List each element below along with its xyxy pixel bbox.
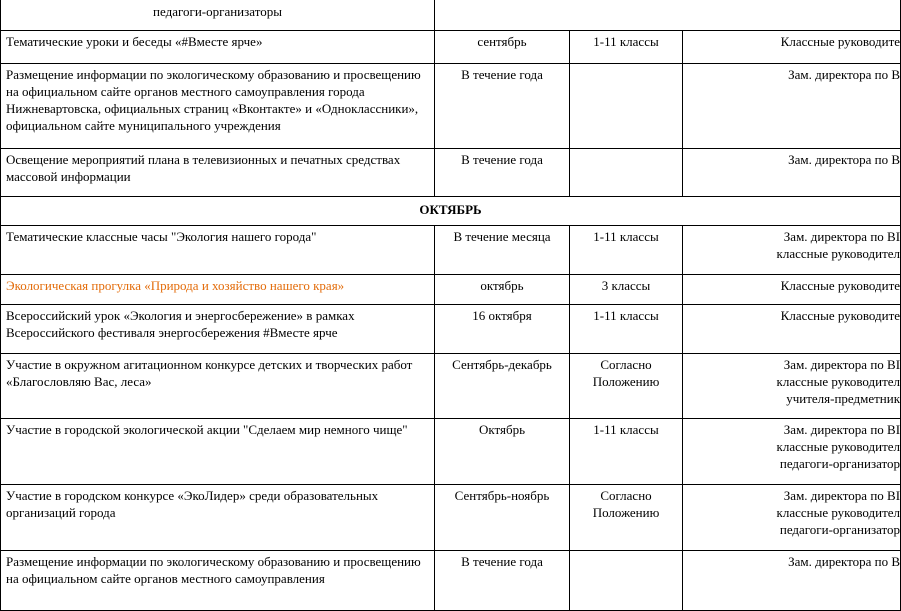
month-header: ОКТЯБРЬ [1,197,901,226]
responsible-cell [683,354,901,419]
responsible-line: педагоги-организатор [779,456,901,471]
responsible-line: Зам. директора по ВІ [783,229,901,244]
month-row [1,197,901,226]
responsible-cell: Классные руководите [683,31,901,64]
event-cell: Участие в городской экологической акции "Сделаем мир немного чище" [1,419,435,485]
responsible-cell [683,305,901,354]
responsible-line: Классные руководите [780,308,901,323]
table-row [1,485,901,551]
participants-cell [570,149,683,197]
date-cell: Октябрь [435,419,570,485]
responsible-line: классные руководител [776,246,901,261]
date-cell: В течение года [435,64,570,149]
responsible-cell [683,485,901,551]
date-cell: октябрь [435,275,570,305]
empty-cell [435,0,901,31]
date-cell: 16 октября [435,305,570,354]
responsible-line: классные руководител [776,505,901,520]
responsible-line: Зам. директора по ВІ [783,488,901,503]
responsible-line: учителя-предметник [786,391,901,406]
participants-cell: Согласно Положению [570,485,683,551]
table-row [1,0,901,31]
responsible-cell [683,551,901,611]
date-cell: В течение года [435,149,570,197]
responsible-line: классные руководител [776,439,901,454]
table-row [1,419,901,485]
event-cell: Размещение информации по экологическому образованию и просвещению на официальном сайте органов местного самоуправления [1,551,435,611]
responsible-cell: Зам. директора по В [683,149,901,197]
participants-cell: 1-11 классы [570,419,683,485]
table-row [1,354,901,419]
date-cell: В течение года [435,551,570,611]
table-row [1,226,901,275]
responsible-line: педагоги-организатор [779,522,901,537]
participants-cell: 1-11 классы [570,305,683,354]
participants-cell: Согласно Положению [570,354,683,419]
table-row [1,149,901,197]
responsible-line: Зам. директора по ВІ [783,357,901,372]
date-cell: В течение месяца [435,226,570,275]
responsible-cell [683,275,901,305]
participants-cell: 3 классы [570,275,683,305]
event-cell: Тематические уроки и беседы «#Вместе ярче» [1,31,435,64]
event-cell: Участие в окружном агитационном конкурсе детских и творческих работ «Благословляю Вас, леса» [1,354,435,419]
responsible-line: Зам. директора по В [788,554,901,569]
date-cell: сентябрь [435,31,570,64]
responsible-cell: Зам. директора по В [683,64,901,149]
event-cell: Освещение мероприятий плана в телевизионных и печатных средствах массовой информации [1,149,435,197]
table-row [1,305,901,354]
event-cell: Размещение информации по экологическому образованию и просвещению на официальном сайте органов местного самоуправления города Нижневартовска, официальных страниц «Вконтакте» и «Одноклассники», официальном сайте муниципального учреждения [1,64,435,149]
table-row [1,64,901,149]
event-cell: Участие в городском конкурсе «ЭкоЛидер» среди образовательных организаций города [1,485,435,551]
responsible-cell-continued [1,0,435,31]
date-cell: Сентябрь-декабрь [435,354,570,419]
responsible-line: классные руководител [776,374,901,389]
responsible-line: Классные руководите [780,278,901,293]
participants-cell: 1-11 классы [570,226,683,275]
table-row [1,275,901,305]
table-row [1,31,901,64]
table-row [1,551,901,611]
participants-cell [570,64,683,149]
participants-cell: 1-11 классы [570,31,683,64]
date-cell: Сентябрь-ноябрь [435,485,570,551]
event-cell: Тематические классные часы "Экология нашего города" [1,226,435,275]
responsible-cell [683,419,901,485]
responsible-line: Зам. директора по ВІ [783,422,901,437]
event-cell: Всероссийский урок «Экология и энергосбережение» в рамках Всероссийского фестиваля энергосбережения #Вместе ярче [1,305,435,354]
participants-cell [570,551,683,611]
event-cell-highlighted: Экологическая прогулка «Природа и хозяйство нашего края» [1,275,435,305]
responsible-text: педагоги-организаторы [153,4,282,19]
responsible-cell [683,226,901,275]
